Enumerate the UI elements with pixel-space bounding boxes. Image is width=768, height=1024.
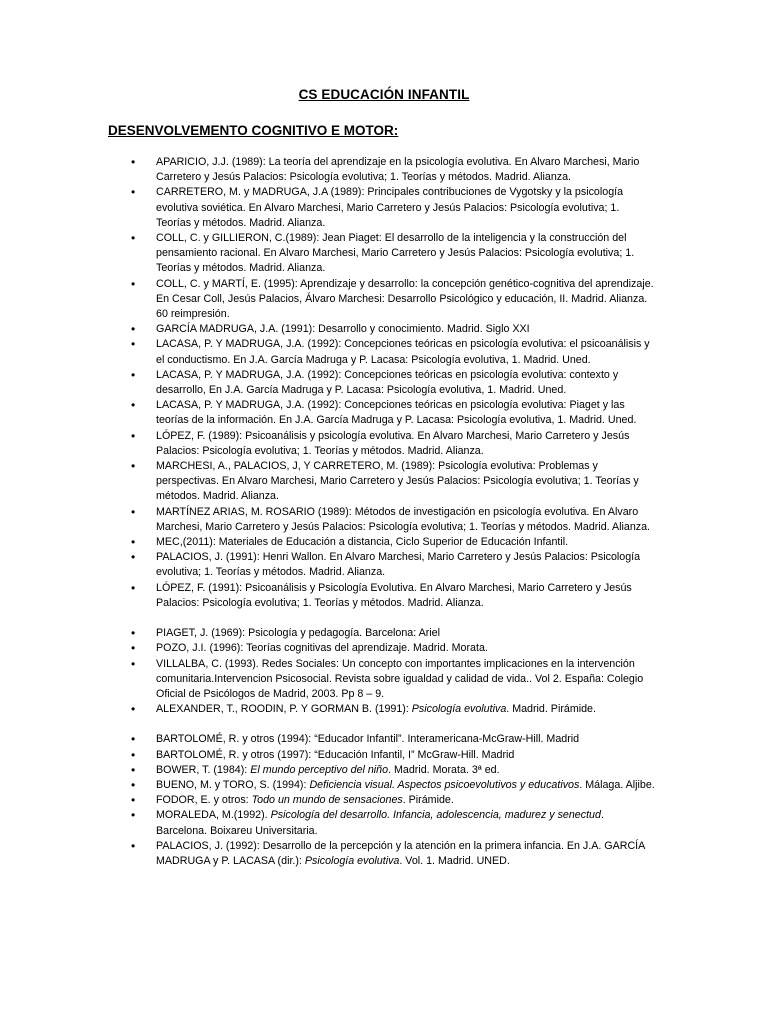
reference-text: LÓPEZ, F. (1989): Psicoanálisis y psicología evolutiva. En Alvaro Marchesi, Mario Carretero y Jesús Palacios: Psicología evolutiva; 1. Teorías y métodos. Madrid. Alianza. — [156, 429, 630, 457]
reference-text: . Madrid. Pirámide. — [506, 703, 596, 716]
reference-text: VILLALBA, C. (1993). Redes Sociales: Un concepto con importantes implicaciones en la intervención comunitaria.Intervencion Psicosocial. Revista sobre igualdad y calidad de vida.. Vol 2. España: Colegio Oficial de Psicólogos de Madrid, 2003. Pp 8 – 9. — [156, 657, 644, 700]
reference-item — [0, 429, 656, 459]
reference-item — [0, 702, 656, 717]
reference-item — [0, 277, 656, 323]
reference-text: LACASA, P. Y MADRUGA, J.A. (1992): Concepciones teóricas en psicología evolutiva: contexto y desarrollo, En J.A. García Madruga y P. Lacasa: Psicología evolutiva, 1. Madrid. Uned. — [156, 368, 619, 397]
reference-work-title: Psicología evolutiva — [411, 703, 507, 716]
reference-item — [0, 793, 656, 808]
reference-text: BOWER, T. (1984): — [156, 763, 251, 776]
reference-text: CARRETERO, M. y MADRUGA, J.A (1989): Principales contribuciones de Vygotsky y la psicología evolutiva soviética. En Alvaro Marchesi, Mario Carretero y Jesús Palacios: Psicología evolutiva; 1. Teorías y métodos. Madrid. Alianza. — [156, 186, 624, 229]
reference-item — [0, 368, 656, 398]
reference-item — [0, 535, 656, 550]
reference-item — [0, 185, 656, 231]
reference-item — [0, 657, 656, 703]
reference-text: BARTOLOMÉ, R. y otros (1994): “Educador Infantil”. Interamericana-McGraw-Hill. Madrid — [156, 733, 580, 746]
reference-text: . Pirámide. — [402, 794, 454, 807]
reference-text: APARICIO, J.J. (1989): La teoría del aprendizaje en la psicología evolutiva. En Alvaro Marchesi, Mario Carretero y Jesús Palacios: Psicología evolutiva; 1. Teorías y métodos. Madrid. Alianza. — [156, 156, 640, 184]
reference-item — [0, 839, 656, 869]
reference-work-title: Todo un mundo de sensaciones — [251, 794, 403, 807]
reference-item — [0, 808, 656, 838]
reference-text: . Vol. 1. Madrid. UNED. — [399, 854, 510, 867]
reference-text: . Madrid. Morata. 3ª ed. — [388, 763, 500, 776]
reference-text: COLL, C. y MARTÍ, E. (1995): Aprendizaje y desarrollo: la concepción genético-cognitiva del aprendizaje. En Cesar Coll, Jesús Palacios, Álvaro Marchesi: Desarrollo Psicológico y educación, II. Madrid. Alianza. 60 reimpresión. — [156, 277, 654, 321]
reference-work-title: El mundo perceptivo del niño — [250, 763, 389, 776]
reference-text: BARTOLOMÉ, R. y otros (1997): “Educación Infantil, I” McGraw-Hill. Madrid — [156, 748, 515, 761]
reference-text: FODOR, E. y otros: — [156, 794, 252, 807]
reference-text: BUENO, M. y TORO, S. (1994): — [156, 778, 310, 791]
reference-item — [0, 581, 656, 611]
reference-text: PALACIOS, J. (1992): Desarrollo de la percepción y la atención en la primera infancia. En J.A. GARCÍA MADRUGA y P. LACASA (dir.): — [156, 839, 645, 867]
reference-item — [0, 626, 656, 641]
reference-item — [0, 778, 656, 793]
reference-item — [0, 322, 656, 337]
reference-text: COLL, C. y GILLIERON, C.(1989): Jean Piaget: El desarrollo de la inteligencia y la construcción del pensamiento racional. En Alvaro Marchesi, Mario Carretero y Jesús Palacios: Psicología evolutiva; 1. Teorías y métodos. Madrid. Alianza. — [156, 232, 635, 275]
document-title: CS EDUCACIÓN INFANTIL — [298, 87, 470, 102]
reference-text: ALEXANDER, T., ROODIN, P. Y GORMAN B. (1991): — [156, 703, 412, 716]
reference-list — [0, 155, 768, 869]
reference-work-title: Deficiencia visual. Aspectos psicoevolutivos y educativos — [309, 778, 580, 791]
reference-text: LACASA, P. Y MADRUGA, J.A. (1992): Concepciones teóricas en psicología evolutiva: el psicoanálisis y el conductismo. En J.A. García Madruga y P. Lacasa: Psicología evolutiva, 1. Madrid. Uned. — [156, 338, 650, 366]
reference-item — [0, 763, 656, 778]
reference-item — [0, 337, 656, 367]
reference-item — [0, 459, 656, 505]
reference-work-title: Psicología del desarrollo. Infancia, adolescencia, madurez y senectud — [270, 809, 601, 822]
reference-text: MORALEDA, M.(1992). — [156, 809, 271, 822]
reference-text: MARTÍNEZ ARIAS, M. ROSARIO (1989): Métodos de investigación en psicología evolutiva. En Alvaro Marchesi, Mario Carretero y Jesús Palacios: Psicología evolutiva; 1. Teorías y métodos. Madrid. Alianza. — [156, 505, 651, 533]
reference-text: LACASA, P. Y MADRUGA, J.A. (1992): Concepciones teóricas en psicología evolutiva: Piaget y las teorías de la información. En J.A. García Madruga y P. Lacasa: Psicología evolutiva, 1. Madrid. Uned. — [156, 399, 637, 427]
reference-item — [0, 155, 656, 185]
reference-item — [0, 550, 656, 580]
reference-text: . Málaga. Aljibe. — [579, 778, 655, 791]
reference-text: GARCÍA MADRUGA, J.A. (1991): Desarrollo y conocimiento. Madrid. Siglo XXI — [156, 323, 530, 336]
reference-item — [0, 732, 656, 747]
reference-item — [0, 641, 656, 656]
reference-text: MARCHESI, A., PALACIOS, J, Y CARRETERO, M. (1989): Psicología evolutiva: Problemas y perspectivas. En Alvaro Marchesi, Mario Carretero y Jesús Palacios: Psicología evolutiva; 1. Teorías y métodos. Madrid. Alianza. — [156, 460, 639, 503]
reference-text: . Barcelona. Boixareu Universitaria. — [156, 809, 604, 837]
reference-item — [0, 748, 656, 763]
section-heading: DESENVOLVEMENTO COGNITIVO E MOTOR: — [108, 123, 399, 138]
reference-text: MEC,(2011): Materiales de Educación a distancia, Ciclo Superior de Educación Infantil. — [156, 536, 569, 549]
reference-text: LÓPEZ, F. (1991): Psicoanálisis y Psicología Evolutiva. En Alvaro Marchesi, Mario Carretero y Jesús Palacios: Psicología evolutiva; 1. Teorías y métodos. Madrid. Alianza. — [156, 581, 632, 609]
reference-work-title: Psicología evolutiva — [304, 854, 400, 867]
reference-text: PIAGET, J. (1969): Psicología y pedagogía. Barcelona: Ariel — [156, 627, 440, 640]
reference-text: POZO, J.I. (1996): Teorías cognitivas del aprendizaje. Madrid. Morata. — [156, 642, 488, 655]
reference-item — [0, 398, 656, 428]
reference-item — [0, 231, 656, 277]
reference-text: PALACIOS, J. (1991): Henri Wallon. En Alvaro Marchesi, Mario Carretero y Jesús Palacios: Psicología evolutiva; 1. Teorías y métodos. Madrid. Alianza. — [156, 551, 641, 579]
reference-item — [0, 505, 656, 535]
